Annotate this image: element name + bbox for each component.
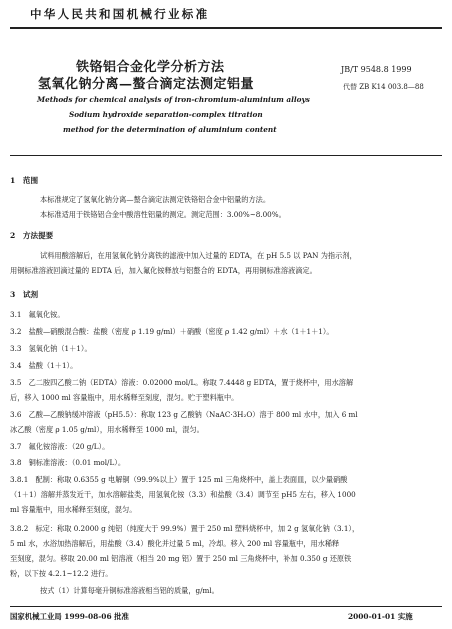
footer-rule	[10, 606, 442, 607]
reagent-item-3-5-line: 后，移入 1000 ml 容量瓶中，用水稀释至刻度，混匀。贮于塑料瓶中。	[10, 393, 239, 402]
reagent-item: 3.7 氟化铵溶液：（20 g/L）。	[10, 442, 110, 451]
reagent-item: 3.3 氢氧化钠（1＋1）。	[10, 344, 92, 353]
reagent-item-3-8-2-line: 5 ml 水，水浴加热溶解后，用盐酸（3.4）酸化并过量 5 ml，冷却。移入 200 ml 容量瓶中，用水稀释	[10, 539, 340, 548]
section-1-line: 本标准规定了氢氧化钠分离—螯合滴定法测定铁铬铝合金中铝量的方法。	[40, 195, 271, 204]
implementation-date: 2000-01-01 实施	[348, 612, 413, 621]
reagent-item: 3.8 铜标准溶液：（0.01 mol/L）。	[10, 458, 126, 467]
reagent-item-3-8-2-line: 3.8.2 标定：称取 0.2000 g 纯铝（纯度大于 99.9%）置于 250 ml 塑料烧杯中，加 2 g 氢氧化钠（3.1），	[10, 524, 360, 533]
section-2-line: 用铜标准溶液回滴过量的 EDTA 后，加入氟化铵释放与铝螯合的 EDTA，再用铜标准溶液滴定。	[10, 266, 317, 275]
standard-number: JB/T 9548.8 1999	[341, 65, 412, 74]
reagent-item: 3.1 氟氧化铵。	[10, 310, 65, 319]
standard-header: 中华人民共和国机械行业标准	[30, 7, 210, 21]
reagent-item: 3.4 盐酸（1＋1）。	[10, 361, 78, 370]
header-rule	[10, 27, 442, 29]
title-rule	[10, 155, 442, 156]
reagent-item-3-8-1-line: （1＋1）溶解并蒸发近干，加水溶解盐类，用氢氧化铵（3.3）和盐酸（3.4）调节至 pH5 左右，移入 1000	[10, 490, 356, 499]
section-1-heading: 1 范围	[10, 176, 39, 185]
reagent-item-3-6-line: 3.6 乙酸—乙酸钠缓冲溶液（pH5.5）：称取 123 g 乙酸钠（NaAC·3H₂O）溶于 800 ml 水中，加入 6 ml	[10, 410, 358, 419]
reagent-item-3-8-1-line: 3.8.1 配制：称取 0.6355 g 电解铜（99.9%以上）置于 125 ml 三角烧杯中，盖上表面皿，以少量硝酸	[10, 475, 348, 484]
section-3-heading: 3 试剂	[10, 290, 39, 299]
reagent-item-3-6-line: 冰乙酸（密度 ρ 1.05 g/ml），用水稀释至 1000 ml，混匀。	[10, 425, 204, 434]
reagent-item-3-8-2-line: 粉，以下按 4.2.1~12.2 进行。	[10, 569, 113, 578]
section-2-line: 试料用酸溶解后，在用氢氧化钠分离铁的滤液中加入过量的 EDTA，在 pH 5.5 以 PAN 为指示剂，	[40, 251, 357, 260]
section-1-line: 本标准适用于铁铬铝合金中酸溶性铝量的测定。测定范围：3.00%~8.00%。	[40, 210, 286, 219]
title-line-1: 铁铬铝合金化学分析方法	[76, 60, 225, 75]
replaces-standard: 代替 ZB K14 003.8—88	[343, 83, 424, 91]
reagent-item-3-5-line: 3.5 乙二胺四乙酸二钠（EDTA）溶液：0.02000 mol/L。称取 7.4448 g EDTA，置于烧杯中，用水溶解	[10, 378, 354, 387]
reagent-item-3-8-1-line: ml 容量瓶中，用水稀释至刻度，混匀。	[10, 505, 137, 514]
reagent-item-3-8-2-line: 按式（1）计算每毫升铜标准溶液相当铝的质量，g/ml。	[40, 586, 219, 595]
section-2-heading: 2 方法提要	[10, 231, 54, 240]
reagent-item-3-8-2-line: 至刻度，混匀。移取 20.00 ml 铝溶液（相当 20 mg 铝）置于 250 ml 三角烧杯中，补加 0.350 g 还原铁	[10, 554, 352, 563]
english-title-line-2: Sodium hydroxide separation-complex titration	[69, 110, 263, 119]
approval-date: 国家机械工业局 1999-08-06 批准	[10, 612, 129, 621]
english-title-line-1: Methods for chemical analysis of iron-chromium-aluminium alloys	[37, 95, 310, 104]
title-line-2: 氢氧化钠分离—螯合滴定法测定铝量	[38, 77, 255, 92]
english-title-line-3: method for the determination of aluminium content	[63, 125, 277, 134]
reagent-item: 3.2 盐酸—硝酸混合酸：盐酸（密度 ρ 1.19 g/ml）＋硝酸（密度 ρ 1.42 g/ml）＋水（1＋1＋1）。	[10, 327, 334, 336]
